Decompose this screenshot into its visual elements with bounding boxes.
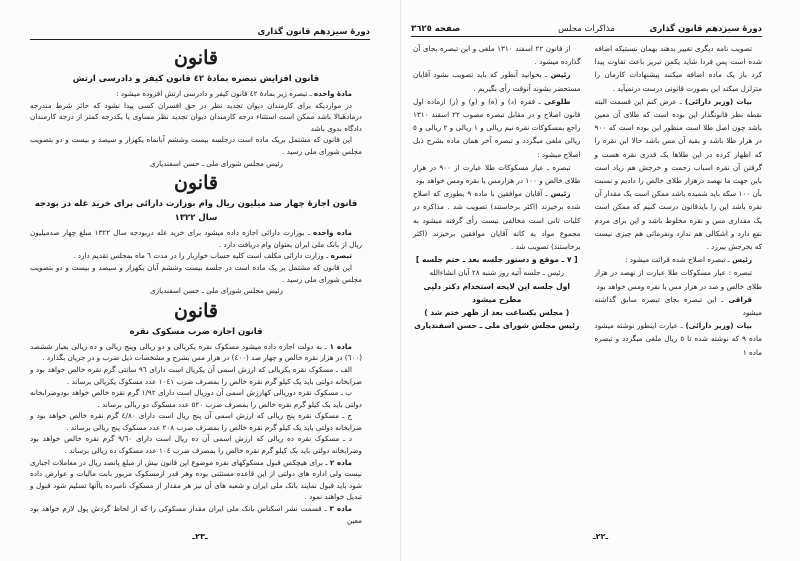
agenda-item: اول جلسه این لایحه استخدام دکتر دلپی مطرح میشود — [423, 281, 570, 304]
page-number: ـ٢٣ـ — [192, 532, 208, 541]
signature-line: رئیس مجلس شورای ملی ـ حسن اسفندیاری — [150, 158, 283, 168]
speech-paragraph: رئیس ـ آقایان موافقین با ماده ٩ بطوری که اصلاح شده برخیزند (اکثر برخاستند) تصویب شد . مذاکره در کلیات ثانی است مخالفی نیست رأی گرفته میشود به مجموع مواد به کانه آقایان موافقین برخیزند (اکثر برخاستند) تصویب شد . — [413, 189, 581, 252]
law-subtitle: قانون اجازهٔ چهار صد میلیون ریال وام بوزارت دارائی برای خرید غله در بودجه سال ١٣٢٢ — [34, 199, 358, 224]
speech-paragraph: رئیس ـ تبصره اصلاح شده قرائت میشود : — [625, 255, 752, 265]
left-page-body — [30, 44, 362, 526]
right-page — [400, 0, 800, 561]
signature-line: رئیس مجلس شورای ملی ـ حسن اسفندیاری — [414, 321, 580, 331]
law-section-1 — [30, 46, 362, 169]
speech-paragraph: تصویب نامه دیگری تغییر بدهند بهمان نسبتیکه اضافه شده است پس فردا شاید یکمن تبریز باعث تفاوت پیدا کرد باز یک ماده اضافه میکنند پیشنهادات کارمان را متزلزل میکند این بصورت قانونی درست درنمیآید . — [594, 44, 762, 93]
law-clause: ج ـ مسکوک نقره پنج ریالی که ارزش اسمی آن پنج ریال است دارای ٤/٨٠ گرم نقره خالص خواهد بود و ضرابخانه دولتی باید یک کیلو گرم نقره خالص را بمصرف ضرب ٢٠٨ عدد مسکوک پنج ریالی برساند . — [30, 411, 362, 432]
speech-paragraph: بیات (وزیر دارائی) ـ عرض کنم این قسمت البته نقطه نظر قانونگذار این بوده است که طلای آن معین باشد چون اصل طلا است منظور این بوده است که ٩٠٠ در هزار طلا باشد و بقیه آن مس باشد حالا این نقره را که اظهار کرده در این طلاها یک قدری نقره هست و گرفتن آن نقره اسباب زحمت و خرجش هم زیاد است باین جهت ما نهصد درهزار طلای خالص را دادیم و نسبت بآن ١٠٠ سکه باید شمیده باشد ممکن است یک مقدار آن نقره باشد این را بایدقانون درست کنیم که ممکن است یک مقداری مس و نقره مخلوط باشد و این برای مردم نفع دارد و اشکالی هم ندارد ونفرمائی هم چیزی نیست که بخرجش بیرزد . — [594, 96, 762, 252]
law-subtitle: قانون افزایش تبصره بمادهٔ ٤٢ قانون کیفر و دادرسی ارتش — [72, 74, 320, 84]
law-section-2 — [30, 171, 362, 297]
law-heading: قانون — [174, 299, 218, 322]
page-number: ـ٢٢ـ — [592, 532, 609, 541]
two-column-body — [413, 42, 762, 359]
section-title: مذاکرات مجلس — [558, 24, 615, 34]
law-heading: قانون — [174, 47, 218, 69]
signature-line: رئیس مجلس شورای ملی ـ حسن اسفندیاری — [150, 286, 283, 296]
speech-paragraph: رئیس ـ بخوانید آنطور که باید تصویب بشود آقایان مستحضر بشوند آنوقت رأی بگیریم . — [413, 70, 581, 93]
column-right — [595, 42, 763, 359]
page-label: صفحه ٣٦٢٥ — [411, 24, 461, 34]
law-paragraph: ماده واحده ـ بوزارت دارائی اجازه داده میشود برای خرید غله دربودجه سال ١٣٢٢ مبلغ چهار صدمیلیون ریال از بانک ملی ایران بعنوان وام دریافت دارد . — [30, 228, 362, 249]
law-subtitle: قانون اجازه ضرب مسکوک نقره — [129, 326, 263, 337]
law-paragraph: در مواردیکه برای کارمندان دیوان تجدید نظر در حق افسران کسی پیدا نشود که حائز شرط مندرجه درمادهٔبالا باشد ممکن است استثناء درجه کارمندان دیوان تجدید نظر مساوی یا یکدرجه کمتر از درجه کارمندان دادگاه بدوی باشد — [30, 100, 362, 133]
law-clause: ب ـ مسکوک نقره دوریالی کهارزش اسمی آن دوریال است دارای ١/٩٢ گرم نقره خالص خواهد بودوضرابخانه دولتی باید یک کیلو گرم نقره خالص را بمصرف ضرب ٥٢٠ عدد مسکوک دو ریالی برساند . — [30, 388, 362, 409]
law-article: ماده ٢ ـ برای هیچکس قبول مسکوکهای نقره موضوع این قانون بیش از مبلغ پانصد ریال در معاملات اجباری نیست ولی اداره های دولتی از این قاعده مستثنی بوده وهر قدر ازمسکوک مزبور بابت مالیات و عوارض داده شود باید قبول نمایند بانک ملی ایران و شعبه های آن نیز هر مقدار از مسکوک نامبرده باآنها تسلیم شود قبول و تبدیل خواهند نمود . — [30, 457, 362, 502]
law-article: ماده ٣ ـ قسمت نشر اسکناس بانک ملی ایران مقدار مسکوکی را که از لحاظ گردش پول لازم خواهد بود معین — [30, 504, 362, 525]
speech-paragraph: از قانون ٢٢ اسفند ١٣١٠ ملغی و این تبصره بجای آن گذارده میشود . — [413, 44, 581, 67]
column-left — [413, 42, 581, 359]
law-paragraph: مادهٔ واحده ـ تبصره زیر بمادهٔ ٤٢ قانون کیفر و دادرسی ارتش افزوده میشود : — [116, 89, 352, 98]
law-paragraph: تبصره ـ وزارت دارائی مکلف است کلیه حساب خواربار را در مدت ٦ ماه بمجلس تقدیم دارد . — [73, 251, 352, 261]
speech-paragraph: طلوعی ـ فقره (د) و (ه) و (و) و (ز) ازماده اول قانون اصلاح و در مقابل تبصره مصوب ٢٢ اسفند ١٣١٠ راجع بمسکوکات نقره نیم ریالی و ١ ریالی و ٢ ریالی و ٥ ریالی ملغی میگردد و تبصره آخر همان ماده بشرح ذیل اصلاح میشود : — [413, 96, 581, 159]
speech-paragraph: قراقی ـ این تبصره بجای تبصره سابق گذاشته میشود — [594, 294, 762, 318]
law-paragraph: این قانون که مشتمل بریک ماده است درجلسه بیست وششم آبانماه یکهزار و سیصد و بیست و دو بتصویب مجلس شورای ملی رسید . — [30, 135, 362, 156]
law-paragraph: این قانون که مشتمل بر یک ماده است در جلسه بیست وششم آبان یکهزار و سیصد و بیست و دو بتصویب مجلس شورای ملی رسید . — [30, 262, 362, 284]
series-title: دورهٔ سیزدهم قانون گذاری — [649, 24, 762, 34]
law-section-3 — [30, 299, 362, 527]
law-article: ماده ١ ـ به دولت اجازه داده میشود مسکوک نقره یکریالی و دو ریالی وپنج ریالی و ده ریالی بعیار ششصد (٦٠٠) در هزار نقره خالص و چهار صد (٤٠٠) در هزار مس بشرح و مشخصات ذیل ضرب و در جریان بگذارد . — [30, 341, 362, 363]
adjourned-note: ( مجلس یکساعت بعد از ظهر ختم شد ) — [424, 308, 570, 318]
running-header — [30, 25, 370, 40]
law-clause: الف ـ مسکوک نقره یکریالی که ارزش اسمی آن یکریال است دارای ٩٦ سانتی گرم نقره خالص خواهد بود و ضرابخانه دولتی باید یک کیلو گرم نقره خالص را بمصرف ضرب ١٠٤١ عدد مسکوک یکریالی برساند . — [30, 364, 362, 386]
speech-paragraph: تبصره ـ عیار مسکوکات طلا عبارت از ٩٠٠ در هزار طلای خالص و ١٠٠ در هزارمس یا نقره ومس خواهد بود — [413, 162, 581, 186]
running-header — [411, 22, 762, 37]
speech-paragraph: تبصره : عیار مسکوکات طلا عبارت از نهصد در هزار طلای خالص و صد در هزار مس یا نقره ومس خواهد بود — [594, 268, 762, 291]
law-clause: د ـ مسکوک نقره ده ریالی که ارزش اسمی آن ده ریال است دارای ٩/٦٠ گرم نقره خالص خواهد بود وضرابخانه دولتی باید یک کیلو گرم نقره خالص را بمصرف ضرب ١٠٤ عدد مسکوک ده ریالی برساند . — [30, 434, 362, 456]
speech-paragraph: بیات (وزیر دارائی) ـ عبارت اینطور نوشته میشود ماده ٩ که نوشته شده تا ٥ ریال ملغی میگردد و تبصره ماده ١ — [594, 321, 762, 357]
agenda-heading: [ ٧ ـ موقع و دستور جلسه بعد ـ ختم جلسه ] — [415, 255, 578, 265]
next-session-note: رئیس ـ جلسه آتیه روز شنبه ٢٨ آبان انشاءالله — [429, 268, 565, 278]
law-heading: قانون — [174, 172, 218, 195]
series-title: دورهٔ سیزدهم قانون گذاری — [257, 27, 370, 37]
